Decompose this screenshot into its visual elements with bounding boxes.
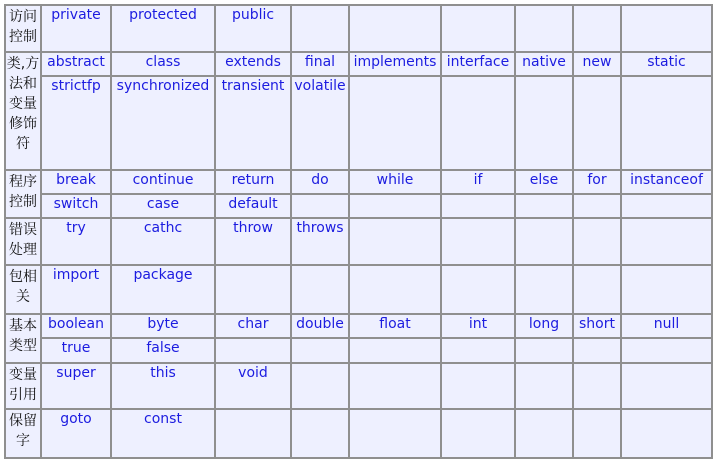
empty-cell	[291, 194, 349, 218]
empty-cell	[573, 363, 621, 410]
empty-cell	[291, 338, 349, 362]
keyword-cell: double	[291, 314, 349, 338]
keyword-cell: super	[41, 363, 111, 410]
keyword-cell: class	[111, 52, 215, 76]
keyword-cell: if	[441, 170, 515, 194]
category-label: 访问控制	[5, 5, 41, 52]
keyword-cell: synchronized	[111, 76, 215, 169]
keyword-cell: while	[349, 170, 441, 194]
keyword-cell: short	[573, 314, 621, 338]
keyword-cell: volatile	[291, 76, 349, 169]
keyword-cell: static	[621, 52, 712, 76]
keyword-cell: interface	[441, 52, 515, 76]
keyword-cell: const	[111, 409, 215, 458]
empty-cell	[573, 194, 621, 218]
keyword-cell: goto	[41, 409, 111, 458]
keyword-row	[5, 338, 712, 362]
empty-cell	[349, 76, 441, 169]
empty-cell	[515, 218, 573, 265]
empty-cell	[621, 194, 712, 218]
keyword-row	[5, 170, 712, 194]
keyword-cell: switch	[41, 194, 111, 218]
keyword-cell: continue	[111, 170, 215, 194]
keyword-cell: byte	[111, 314, 215, 338]
empty-cell	[573, 409, 621, 458]
keyword-cell: throw	[215, 218, 291, 265]
keyword-cell: do	[291, 170, 349, 194]
empty-cell	[515, 5, 573, 52]
keyword-row	[5, 218, 712, 265]
empty-cell	[215, 409, 291, 458]
keyword-cell: void	[215, 363, 291, 410]
keyword-cell: package	[111, 265, 215, 314]
keyword-cell: long	[515, 314, 573, 338]
keyword-cell: implements	[349, 52, 441, 76]
empty-cell	[441, 363, 515, 410]
empty-cell	[515, 194, 573, 218]
keyword-row	[5, 314, 712, 338]
keyword-cell: for	[573, 170, 621, 194]
empty-cell	[441, 194, 515, 218]
empty-cell	[515, 76, 573, 169]
keyword-cell: public	[215, 5, 291, 52]
keyword-cell: return	[215, 170, 291, 194]
empty-cell	[515, 265, 573, 314]
empty-cell	[573, 76, 621, 169]
keyword-cell: false	[111, 338, 215, 362]
keyword-cell: final	[291, 52, 349, 76]
empty-cell	[291, 409, 349, 458]
keyword-cell: case	[111, 194, 215, 218]
empty-cell	[349, 5, 441, 52]
keyword-cell: abstract	[41, 52, 111, 76]
keyword-cell: transient	[215, 76, 291, 169]
empty-cell	[291, 5, 349, 52]
empty-cell	[291, 363, 349, 410]
category-label: 保留字	[5, 409, 41, 458]
empty-cell	[349, 338, 441, 362]
empty-cell	[621, 265, 712, 314]
keyword-cell: extends	[215, 52, 291, 76]
empty-cell	[515, 409, 573, 458]
keyword-row	[5, 265, 712, 314]
keyword-cell: throws	[291, 218, 349, 265]
empty-cell	[515, 363, 573, 410]
empty-cell	[349, 409, 441, 458]
empty-cell	[621, 338, 712, 362]
keyword-cell: int	[441, 314, 515, 338]
empty-cell	[349, 218, 441, 265]
keyword-cell: true	[41, 338, 111, 362]
empty-cell	[291, 265, 349, 314]
keyword-row	[5, 194, 712, 218]
keyword-cell: private	[41, 5, 111, 52]
keyword-cell: import	[41, 265, 111, 314]
keyword-cell: protected	[111, 5, 215, 52]
keyword-cell: cathc	[111, 218, 215, 265]
category-label: 类,方法和变量修饰符	[5, 52, 41, 170]
empty-cell	[441, 76, 515, 169]
category-label: 变量引用	[5, 363, 41, 410]
keyword-cell: null	[621, 314, 712, 338]
empty-cell	[441, 5, 515, 52]
empty-cell	[621, 218, 712, 265]
empty-cell	[621, 363, 712, 410]
keyword-row	[5, 363, 712, 410]
empty-cell	[441, 218, 515, 265]
keyword-table-container	[4, 4, 711, 459]
keyword-cell: native	[515, 52, 573, 76]
category-label: 基本类型	[5, 314, 41, 363]
empty-cell	[215, 338, 291, 362]
keyword-row	[5, 5, 712, 52]
empty-cell	[349, 363, 441, 410]
empty-cell	[621, 409, 712, 458]
keyword-table-body	[5, 5, 712, 458]
keyword-cell: new	[573, 52, 621, 76]
category-label: 包相关	[5, 265, 41, 314]
keyword-cell: try	[41, 218, 111, 265]
empty-cell	[441, 409, 515, 458]
java-keywords-table	[4, 4, 713, 459]
empty-cell	[215, 265, 291, 314]
keyword-cell: float	[349, 314, 441, 338]
keyword-cell: instanceof	[621, 170, 712, 194]
keyword-cell: boolean	[41, 314, 111, 338]
keyword-row	[5, 409, 712, 458]
keyword-row	[5, 76, 712, 169]
keyword-cell: else	[515, 170, 573, 194]
empty-cell	[621, 5, 712, 52]
keyword-cell: default	[215, 194, 291, 218]
empty-cell	[621, 76, 712, 169]
keyword-cell: break	[41, 170, 111, 194]
category-label: 程序控制	[5, 170, 41, 219]
empty-cell	[573, 265, 621, 314]
empty-cell	[349, 194, 441, 218]
keyword-row	[5, 52, 712, 76]
keyword-cell: char	[215, 314, 291, 338]
empty-cell	[573, 338, 621, 362]
empty-cell	[573, 218, 621, 265]
keyword-cell: strictfp	[41, 76, 111, 169]
empty-cell	[349, 265, 441, 314]
empty-cell	[441, 265, 515, 314]
empty-cell	[573, 5, 621, 52]
keyword-cell: this	[111, 363, 215, 410]
empty-cell	[515, 338, 573, 362]
empty-cell	[441, 338, 515, 362]
category-label: 错误处理	[5, 218, 41, 265]
